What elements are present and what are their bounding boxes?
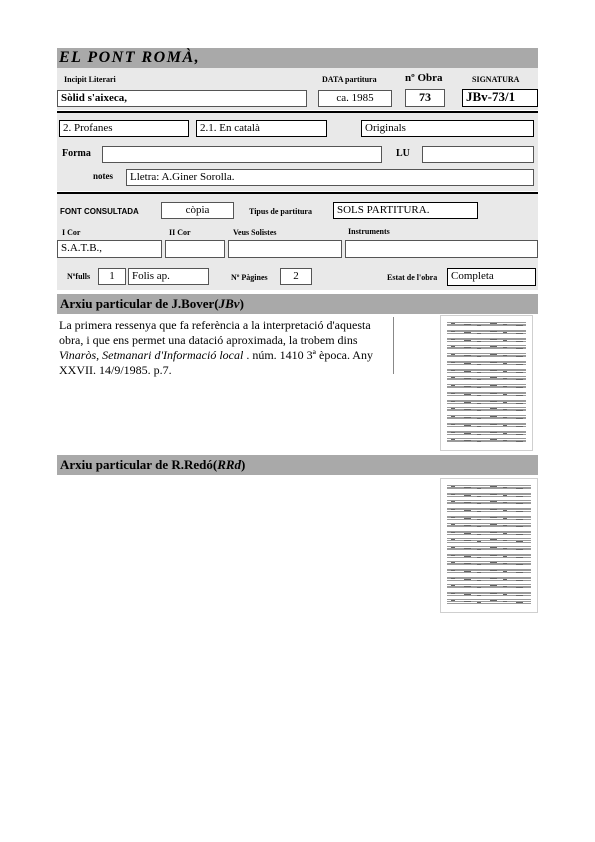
- note-mark: [516, 580, 523, 581]
- note-mark: [477, 387, 481, 388]
- note-mark: [464, 502, 471, 503]
- note-mark: [477, 496, 481, 497]
- npagines-field[interactable]: 2: [280, 268, 312, 285]
- veus-label: Veus Solistes: [233, 228, 277, 237]
- redo-score-thumbnail[interactable]: [440, 478, 538, 613]
- note-mark: [490, 354, 497, 355]
- note-mark: [477, 403, 481, 404]
- bover-section-heading: Arxiu particular de J.Bover(JBv): [57, 294, 538, 314]
- note-mark: [503, 433, 507, 434]
- data-label: DATA partitura: [322, 75, 377, 84]
- note-mark: [503, 601, 507, 602]
- tipus-field[interactable]: SOLS PARTITURA.: [333, 202, 478, 219]
- note-mark: [477, 572, 481, 573]
- note-mark: [451, 354, 455, 355]
- note-mark: [503, 533, 507, 534]
- note-mark: [516, 356, 523, 357]
- note-mark: [516, 549, 523, 550]
- note-mark: [451, 593, 455, 594]
- note-mark: [451, 408, 455, 409]
- note-mark: [490, 339, 497, 340]
- note-mark: [516, 602, 523, 603]
- note-mark: [516, 526, 523, 527]
- note-mark: [464, 594, 471, 595]
- note-mark: [490, 393, 497, 394]
- note-mark: [490, 570, 497, 571]
- note-mark: [464, 433, 471, 434]
- note-mark: [451, 331, 455, 332]
- note-mark: [451, 393, 455, 394]
- note-mark: [490, 331, 497, 332]
- note-mark: [451, 539, 455, 540]
- note-mark: [464, 487, 471, 488]
- redo-section-heading: Arxiu particular de R.Redó(RRd): [57, 455, 538, 475]
- note-mark: [516, 333, 523, 334]
- instruments-label: Instruments: [348, 227, 390, 236]
- note-mark: [490, 585, 497, 586]
- note-mark: [503, 525, 507, 526]
- note-mark: [490, 370, 497, 371]
- note-mark: [516, 341, 523, 342]
- note-mark: [490, 416, 497, 417]
- note-mark: [464, 332, 471, 333]
- note-mark: [516, 418, 523, 419]
- note-mark: [464, 510, 471, 511]
- type-field[interactable]: Originals: [361, 120, 534, 137]
- note-mark: [503, 510, 507, 511]
- note-mark: [451, 377, 455, 378]
- note-mark: [464, 518, 471, 519]
- note-mark: [516, 434, 523, 435]
- icor-label: I Cor: [62, 228, 81, 237]
- note-mark: [464, 371, 471, 372]
- note-mark: [490, 532, 497, 533]
- staff-line: [447, 418, 526, 419]
- nfulls-label: Nºfulls: [67, 272, 91, 281]
- note-mark: [516, 541, 523, 542]
- note-mark: [451, 432, 455, 433]
- note-mark: [516, 410, 523, 411]
- note-mark: [451, 424, 455, 425]
- tipus-label: Tipus de partitura: [249, 207, 312, 216]
- note-mark: [503, 402, 507, 403]
- note-mark: [464, 601, 471, 602]
- note-mark: [477, 503, 481, 504]
- data-field[interactable]: ca. 1985: [318, 90, 392, 107]
- note-mark: [516, 348, 523, 349]
- note-mark: [503, 324, 507, 325]
- note-mark: [477, 341, 481, 342]
- note-mark: [464, 556, 471, 557]
- note-mark: [464, 440, 471, 441]
- note-mark: [451, 600, 455, 601]
- note-mark: [503, 378, 507, 379]
- iicor-label: II Cor: [169, 228, 191, 237]
- note-mark: [451, 494, 455, 495]
- note-mark: [464, 525, 471, 526]
- note-mark: [477, 549, 481, 550]
- note-mark: [490, 501, 497, 502]
- note-mark: [503, 363, 507, 364]
- note-mark: [477, 534, 481, 535]
- note-mark: [464, 378, 471, 379]
- lu-field[interactable]: [422, 146, 534, 163]
- note-mark: [516, 426, 523, 427]
- note-mark: [503, 548, 507, 549]
- note-mark: [503, 440, 507, 441]
- note-mark: [451, 585, 455, 586]
- note-mark: [516, 372, 523, 373]
- note-mark: [477, 580, 481, 581]
- note-mark: [451, 547, 455, 548]
- nfulls-field[interactable]: 1: [98, 268, 126, 285]
- note-mark: [477, 541, 481, 542]
- note-mark: [477, 602, 481, 603]
- signatura-label: SIGNATURA: [472, 75, 520, 84]
- notes-label: notes: [93, 171, 113, 181]
- icor-field[interactable]: S.A.T.B.,: [57, 240, 162, 258]
- note-mark: [451, 555, 455, 556]
- note-mark: [490, 555, 497, 556]
- note-mark: [516, 387, 523, 388]
- nobra-label: nº Obra: [405, 72, 443, 84]
- note-mark: [451, 323, 455, 324]
- note-mark: [451, 486, 455, 487]
- note-mark: [477, 526, 481, 527]
- redo-code: RRd: [217, 457, 242, 472]
- note-mark: [451, 524, 455, 525]
- forma-field[interactable]: [102, 146, 382, 163]
- note-mark: [503, 340, 507, 341]
- note-mark: [503, 579, 507, 580]
- note-mark: [516, 572, 523, 573]
- staff-line: [447, 426, 526, 427]
- note-mark: [503, 594, 507, 595]
- language-field[interactable]: 2.1. En català: [196, 120, 327, 137]
- staff-line: [447, 379, 526, 380]
- note-mark: [464, 563, 471, 564]
- note-mark: [477, 519, 481, 520]
- incipit-field[interactable]: Sòlid s'aixeca,: [57, 90, 307, 107]
- note-mark: [451, 362, 455, 363]
- note-mark: [464, 402, 471, 403]
- npagines-label: Nº Pàgines: [231, 273, 268, 282]
- note-mark: [477, 557, 481, 558]
- note-mark: [451, 416, 455, 417]
- note-mark: [477, 564, 481, 565]
- note-mark: [503, 394, 507, 395]
- note-mark: [451, 517, 455, 518]
- note-mark: [503, 502, 507, 503]
- note-mark: [477, 587, 481, 588]
- note-mark: [464, 409, 471, 410]
- note-mark: [451, 370, 455, 371]
- category-field[interactable]: 2. Profanes: [59, 120, 189, 137]
- note-mark: [503, 425, 507, 426]
- note-mark: [490, 524, 497, 525]
- note-mark: [516, 595, 523, 596]
- note-mark: [516, 511, 523, 512]
- note-mark: [516, 403, 523, 404]
- note-mark: [490, 401, 497, 402]
- note-mark: [477, 488, 481, 489]
- note-mark: [490, 486, 497, 487]
- staff-line: [447, 325, 526, 326]
- score-thumbnail-image: [441, 479, 537, 612]
- note-mark: [490, 578, 497, 579]
- note-mark: [516, 379, 523, 380]
- staff-line: [447, 333, 526, 334]
- note-mark: [490, 346, 497, 347]
- note-mark: [503, 540, 507, 541]
- note-mark: [490, 509, 497, 510]
- lu-label: LU: [396, 148, 410, 159]
- note-mark: [503, 417, 507, 418]
- note-mark: [503, 495, 507, 496]
- note-mark: [477, 356, 481, 357]
- veus-field[interactable]: [228, 240, 342, 258]
- note-mark: [490, 539, 497, 540]
- note-mark: [451, 346, 455, 347]
- title-bar: [57, 48, 538, 68]
- note-mark: [477, 418, 481, 419]
- note-mark: [451, 501, 455, 502]
- note-mark: [516, 519, 523, 520]
- staff-line: [447, 364, 526, 365]
- note-mark: [477, 348, 481, 349]
- score-thumbnail-image: [441, 316, 532, 450]
- iicor-field[interactable]: [165, 240, 225, 258]
- note-mark: [451, 570, 455, 571]
- staff-line: [447, 341, 526, 342]
- note-mark: [477, 325, 481, 326]
- note-mark: [477, 333, 481, 334]
- staff-line: [447, 441, 526, 442]
- note-mark: [503, 332, 507, 333]
- note-mark: [503, 409, 507, 410]
- note-mark: [490, 424, 497, 425]
- staff-line: [447, 434, 526, 435]
- staff-line: [447, 372, 526, 373]
- note-mark: [516, 557, 523, 558]
- staff-line: [447, 395, 526, 396]
- note-mark: [464, 571, 471, 572]
- note-mark: [451, 509, 455, 510]
- incipit-label: Incipit Literari: [64, 75, 116, 84]
- note-mark: [490, 600, 497, 601]
- note-mark: [516, 496, 523, 497]
- note-mark: [477, 410, 481, 411]
- staff-line: [447, 356, 526, 357]
- instruments-field[interactable]: [345, 240, 538, 258]
- note-mark: [477, 595, 481, 596]
- note-mark: [464, 355, 471, 356]
- note-mark: [477, 395, 481, 396]
- note-mark: [451, 339, 455, 340]
- vertical-divider: [393, 317, 394, 374]
- note-mark: [516, 587, 523, 588]
- note-mark: [503, 347, 507, 348]
- note-mark: [464, 495, 471, 496]
- forma-label: Forma: [62, 148, 91, 159]
- font-consultada-field[interactable]: còpia: [161, 202, 234, 219]
- note-mark: [490, 432, 497, 433]
- note-mark: [516, 395, 523, 396]
- note-mark: [477, 364, 481, 365]
- note-mark: [477, 379, 481, 380]
- note-mark: [464, 394, 471, 395]
- staff-line: [447, 410, 526, 411]
- bover-code: JBv: [218, 296, 240, 311]
- note-mark: [503, 487, 507, 488]
- note-mark: [516, 325, 523, 326]
- note-mark: [451, 578, 455, 579]
- note-mark: [490, 593, 497, 594]
- page-title: EL PONT ROMÀ,: [59, 49, 201, 66]
- font-consultada-label: FONT CONSULTADA: [60, 207, 139, 216]
- note-mark: [464, 363, 471, 364]
- note-mark: [464, 386, 471, 387]
- note-mark: [503, 371, 507, 372]
- bover-description: La primera ressenya que fa referència a la interpretació d'aquesta obra, i que ens permet una datació aproximada, la trobem dins Vinaròs, Setmanari d'Informació local . núm. 1410 3ª època. Any XXVII. 14/9/1985. p.7.: [59, 318, 373, 377]
- note-mark: [490, 362, 497, 363]
- note-mark: [490, 408, 497, 409]
- note-mark: [464, 548, 471, 549]
- nobra-field[interactable]: 73: [405, 89, 445, 107]
- note-mark: [503, 518, 507, 519]
- note-mark: [490, 547, 497, 548]
- folis-field[interactable]: Folis ap.: [128, 268, 209, 285]
- note-mark: [503, 386, 507, 387]
- note-mark: [464, 324, 471, 325]
- staff-line: [447, 348, 526, 349]
- estat-label: Estat de l'obra: [387, 273, 438, 282]
- note-mark: [516, 534, 523, 535]
- estat-field[interactable]: Completa: [447, 268, 536, 286]
- note-mark: [516, 488, 523, 489]
- note-mark: [490, 562, 497, 563]
- note-mark: [516, 564, 523, 565]
- note-mark: [464, 340, 471, 341]
- note-mark: [503, 355, 507, 356]
- note-mark: [516, 441, 523, 442]
- note-mark: [490, 323, 497, 324]
- note-mark: [503, 571, 507, 572]
- note-mark: [503, 563, 507, 564]
- note-mark: [464, 586, 471, 587]
- note-mark: [451, 401, 455, 402]
- note-mark: [464, 425, 471, 426]
- note-mark: [490, 517, 497, 518]
- note-mark: [464, 347, 471, 348]
- note-mark: [477, 434, 481, 435]
- note-mark: [477, 511, 481, 512]
- note-mark: [451, 385, 455, 386]
- note-mark: [464, 540, 471, 541]
- note-mark: [477, 426, 481, 427]
- note-mark: [490, 439, 497, 440]
- note-mark: [477, 372, 481, 373]
- note-mark: [451, 562, 455, 563]
- note-mark: [451, 439, 455, 440]
- staff-line: [447, 403, 526, 404]
- note-mark: [490, 494, 497, 495]
- staff-line: [447, 387, 526, 388]
- note-mark: [516, 364, 523, 365]
- note-mark: [464, 533, 471, 534]
- note-mark: [490, 377, 497, 378]
- note-mark: [490, 385, 497, 386]
- signatura-field[interactable]: JBv-73/1: [462, 89, 538, 107]
- note-mark: [451, 532, 455, 533]
- note-mark: [503, 556, 507, 557]
- note-mark: [464, 417, 471, 418]
- notes-field[interactable]: Lletra: A.Giner Sorolla.: [126, 169, 534, 186]
- note-mark: [503, 586, 507, 587]
- note-mark: [464, 579, 471, 580]
- bover-score-thumbnail[interactable]: [440, 315, 533, 451]
- note-mark: [477, 441, 481, 442]
- note-mark: [516, 503, 523, 504]
